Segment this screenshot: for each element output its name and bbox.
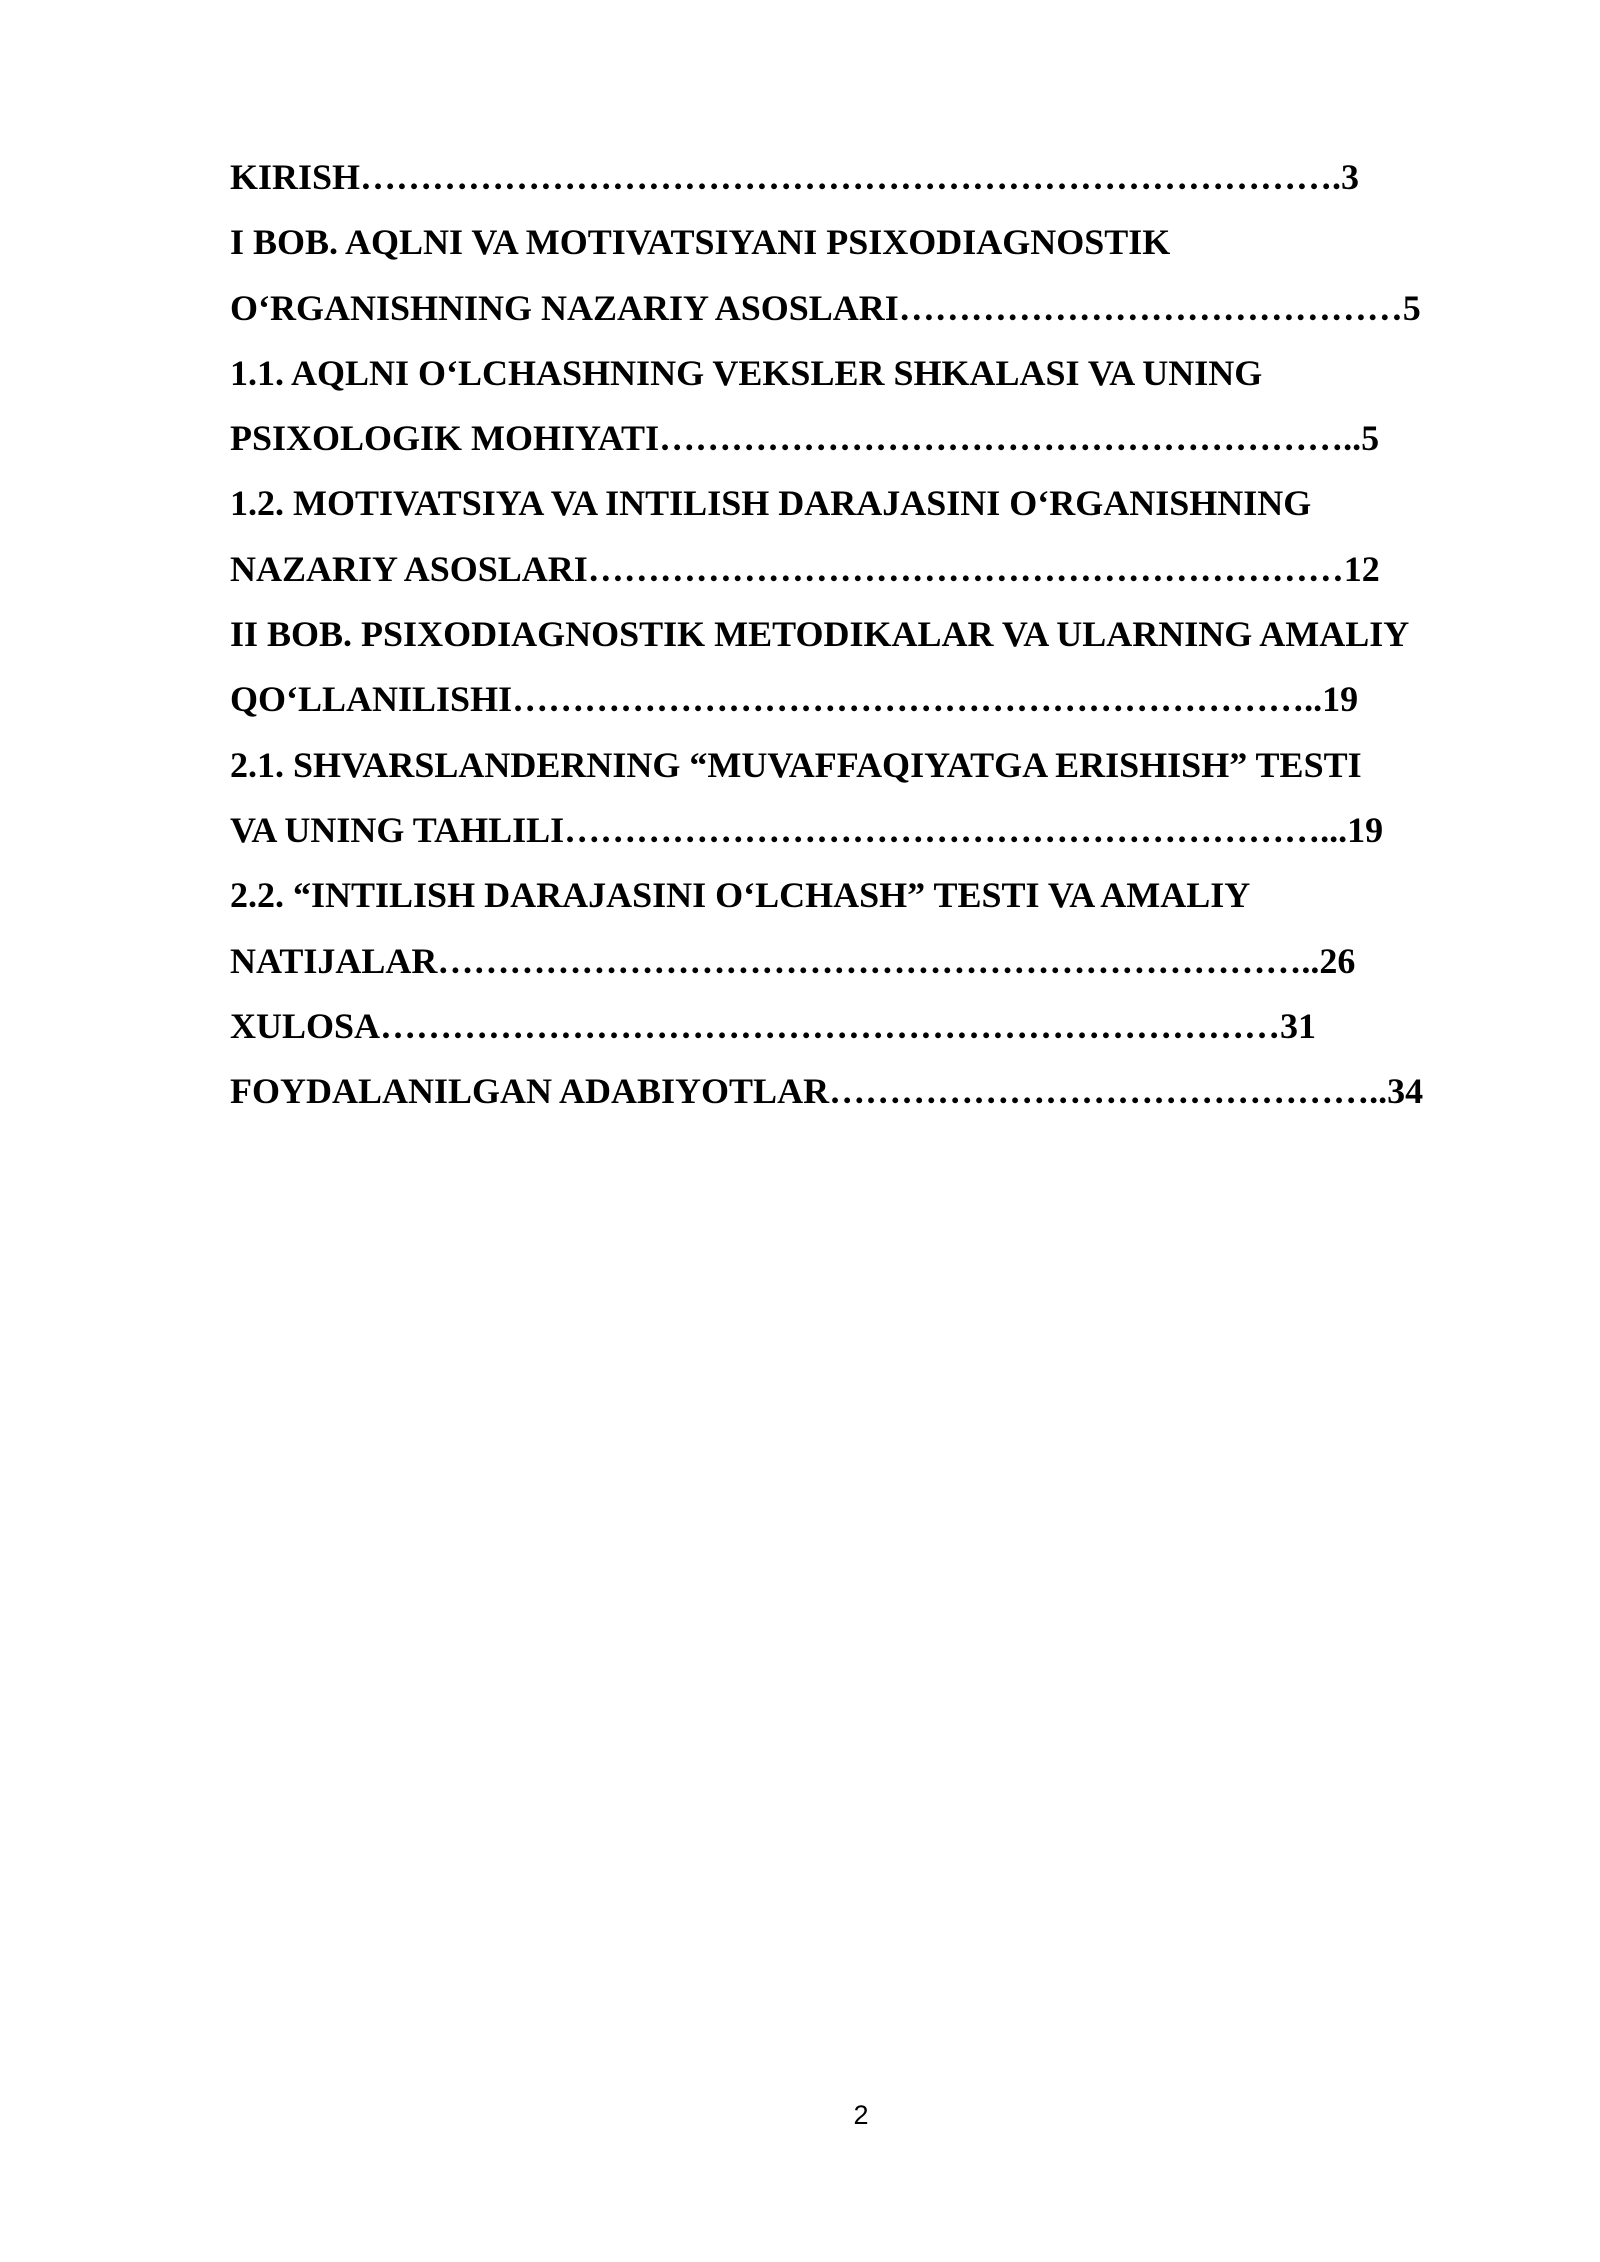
page-number: 2 xyxy=(853,2100,869,2130)
table-of-contents xyxy=(230,145,1495,1124)
toc-entry-adabiyotlar: FOYDALANILGAN ADABIYOTLAR………………………………………..34 xyxy=(230,1071,1424,1112)
toc-entry-section-1-2-line-2: NAZARIY ASOSLARI………………………………………………………12 xyxy=(230,548,1380,589)
toc-entry-section-2-1-line-1: 2.1. SHVARSLANDERNING “MUVAFFAQIYATGA ERISHISH” TESTI xyxy=(230,744,1362,785)
toc-entry-section-1-1-line-1: 1.1. AQLNI O‘LCHASHNING VEKSLER SHKALASI VA UNING xyxy=(230,352,1263,393)
toc-entry-chapter-1-line-2: O‘RGANISHNING NAZARIY ASOSLARI……………………………………5 xyxy=(230,287,1421,328)
toc-entry-section-2-1-line-2: VA UNING TAHLILI………………………………………………………...19 xyxy=(230,809,1384,850)
toc-entry-kirish: KIRISH……………………………………………………………………….3 xyxy=(230,157,1360,197)
toc-entry-section-2-2-line-2: NATIJALAR………………………………………………………………..26 xyxy=(230,940,1356,981)
toc-entry-section-2-2-line-1: 2.2. “INTILISH DARAJASINI O‘LCHASH” TESTI VA AMALIY xyxy=(230,875,1251,916)
toc-entry-section-1-1-line-2: PSIXOLOGIK MOHIYATI…………………………………………………..5 xyxy=(230,418,1380,459)
toc-entry-section-1-2-line-1: 1.2. MOTIVATSIYA VA INTILISH DARAJASINI O‘RGANISHNING xyxy=(230,483,1312,524)
toc-entry-chapter-2-line-1: II BOB. PSIXODIAGNOSTIK METODIKALAR VA ULARNING AMALIY xyxy=(230,614,1410,655)
toc-entry-chapter-2-line-2: QO‘LLANILISHI…………………………………………………………..19 xyxy=(230,679,1359,720)
toc-entry-xulosa: XULOSA…………………………………………………………………31 xyxy=(230,1005,1317,1046)
toc-entry-chapter-1-line-1: I BOB. AQLNI VA MOTIVATSIYANI PSIXODIAGNOSTIK xyxy=(230,222,1171,263)
